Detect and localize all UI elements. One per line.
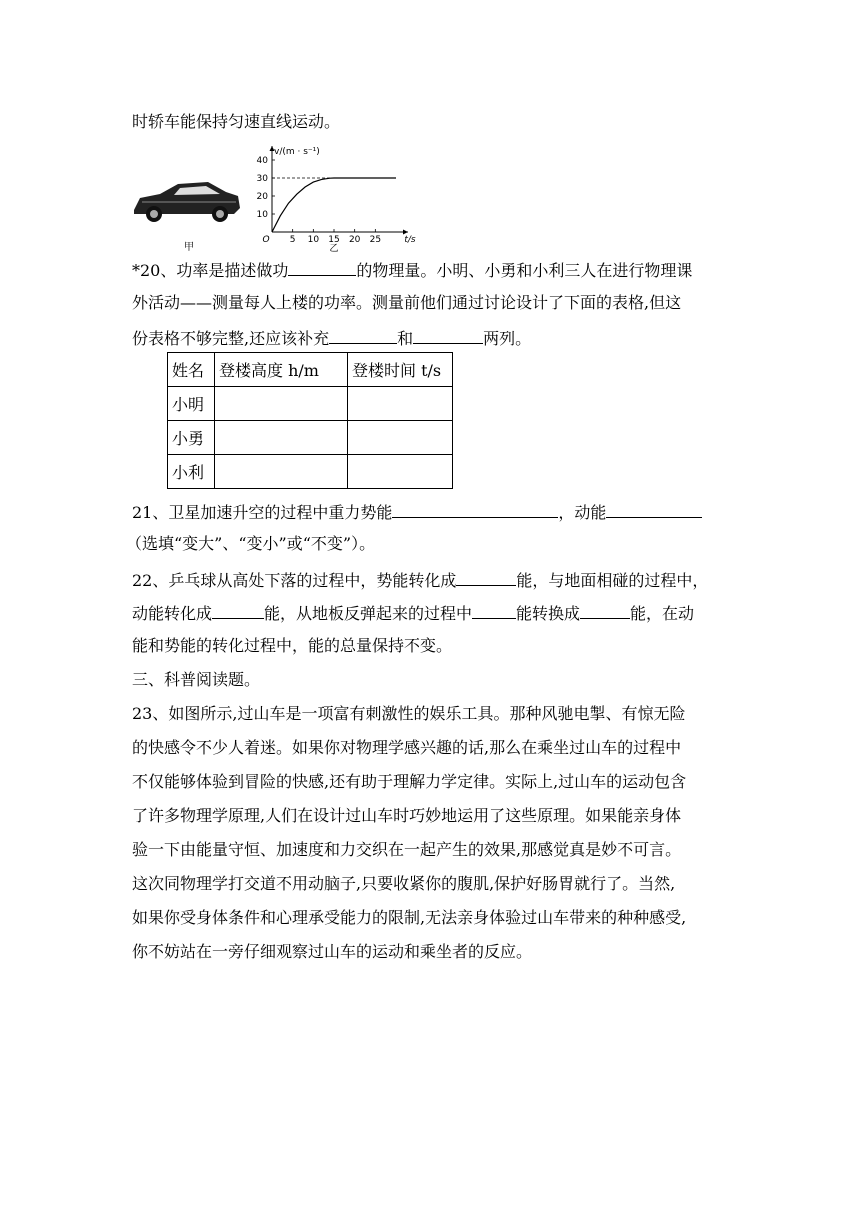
q20-text-3c: 两列。	[483, 329, 532, 348]
x-tick-label: 20	[348, 235, 361, 245]
q20-blank-3[interactable]	[413, 327, 483, 344]
y-tick-label: 30	[256, 174, 268, 184]
q22-text-2d: 能，在动	[630, 604, 695, 623]
q20-blank-1[interactable]	[288, 259, 356, 276]
x-axis-arrow	[403, 230, 408, 235]
q22-text-1b: 能，与地面相碰的过程中，	[516, 571, 709, 590]
table-header-name: 姓名	[168, 353, 215, 387]
table-header-height: 登楼高度 h/m	[215, 353, 348, 387]
y-tick-label: 20	[256, 192, 268, 202]
table-row	[168, 387, 453, 421]
table-cell-empty[interactable]	[215, 421, 348, 455]
q20-line-2: 外活动——测量每人上楼的功率。测量前他们通过讨论设计了下面的表格,但这	[132, 293, 682, 312]
q20-text-1b: 的物理量。小明、小勇和小利三人在进行物理课	[356, 261, 693, 280]
table-cell-empty[interactable]	[348, 455, 453, 489]
q22-text-2b: 能，从地板反弹起来的过程中	[264, 604, 473, 623]
q21-line-1	[132, 501, 702, 523]
table-row	[168, 421, 453, 455]
q23-line: 23、如图所示,过山车是一项富有刺激性的娱乐工具。那种风驰电掣、有惊无险	[132, 704, 686, 723]
q22-blank-2[interactable]	[212, 602, 264, 619]
table-cell-empty[interactable]	[348, 387, 453, 421]
table-row	[168, 455, 453, 489]
q20-line-1	[132, 259, 692, 281]
table-header-time: 登楼时间 t/s	[348, 353, 453, 387]
table-cell-name: 小利	[168, 455, 215, 489]
q23-line: 验一下由能量守恒、加速度和力交织在一起产生的效果,那感觉真是妙不可言。	[132, 840, 682, 859]
q23-line: 这次同物理学打交道不用动脑子,只要收紧你的腹肌,保护好肠胃就行了。当然,	[132, 874, 676, 893]
q21-text-1a: 21、卫星加速升空的过程中重力势能	[132, 503, 393, 522]
q22-line-1	[132, 569, 708, 591]
section-3-heading: 三、科普阅读题。	[132, 670, 261, 689]
origin-label: O	[262, 235, 270, 245]
q21-blank-1[interactable]	[392, 501, 558, 518]
q22-blank-4[interactable]	[580, 602, 630, 619]
q23-line: 的快感令不少人着迷。如果你对物理学感兴趣的话,那么在乘坐过山车的过程中	[132, 738, 682, 757]
q22-text-1a: 22、乒乓球从高处下落的过程中，势能转化成	[132, 571, 457, 590]
q22-line-2	[132, 602, 694, 624]
q20-blank-2[interactable]	[329, 327, 397, 344]
q23-line: 不仅能够体验到冒险的快感,还有助于理解力学定律。实际上,过山车的运动包含	[132, 772, 687, 791]
figure-car-and-chart	[130, 140, 416, 254]
table-cell-empty[interactable]	[348, 421, 453, 455]
q22-line-3: 能和势能的转化过程中，能的总量保持不变。	[132, 636, 453, 655]
table-cell-empty[interactable]	[215, 387, 348, 421]
q22-text-2c: 能转换成	[516, 604, 581, 623]
q22-blank-1[interactable]	[456, 569, 516, 586]
x-tick-label: 15	[328, 235, 340, 245]
q22-blank-3[interactable]	[472, 602, 516, 619]
q20-text-1a: *20、功率是描述做功	[132, 261, 289, 280]
y-tick-label: 40	[256, 156, 268, 166]
vt-chart	[257, 146, 416, 254]
table-cell-empty[interactable]	[215, 455, 348, 489]
q21-blank-2[interactable]	[606, 501, 702, 518]
series-line	[272, 178, 396, 232]
measurement-table	[167, 352, 453, 489]
car-label: 甲	[184, 242, 194, 253]
table-cell-name: 小明	[168, 387, 215, 421]
q23-line: 如果你受身体条件和心理承受能力的限制,无法亲身体验过山车带来的种种感受,	[132, 908, 687, 927]
q20-text-3a: 份表格不够完整,还应该补充	[132, 329, 330, 348]
y-tick-label: 10	[256, 210, 268, 220]
q23-line: 了许多物理学原理,人们在设计过山车时巧妙地运用了这些原理。如果能亲身体	[132, 806, 682, 825]
q20-text-3b: 和	[397, 329, 414, 348]
x-tick-label: 5	[289, 235, 296, 245]
table-header-row	[168, 353, 453, 387]
q21-line-2: （选填“变大”、“变小”或“不变”）。	[126, 534, 376, 553]
q20-line-3	[132, 327, 531, 349]
y-axis-label: v/(m · s⁻¹)	[274, 147, 320, 157]
chart-sublabel: 乙	[329, 244, 339, 254]
x-tick-label: 25	[369, 235, 382, 245]
x-tick-label: 10	[307, 235, 320, 245]
x-axis-label: t/s	[404, 235, 416, 245]
car-illustration	[134, 182, 240, 222]
table-cell-name: 小勇	[168, 421, 215, 455]
q23-line: 你不妨站在一旁仔细观察过山车的运动和乘坐者的反应。	[132, 942, 533, 961]
intro-line: 时轿车能保持匀速直线运动。	[132, 112, 341, 131]
q22-text-2a: 动能转化成	[132, 604, 213, 623]
q21-text-1b: ，动能	[558, 503, 607, 522]
